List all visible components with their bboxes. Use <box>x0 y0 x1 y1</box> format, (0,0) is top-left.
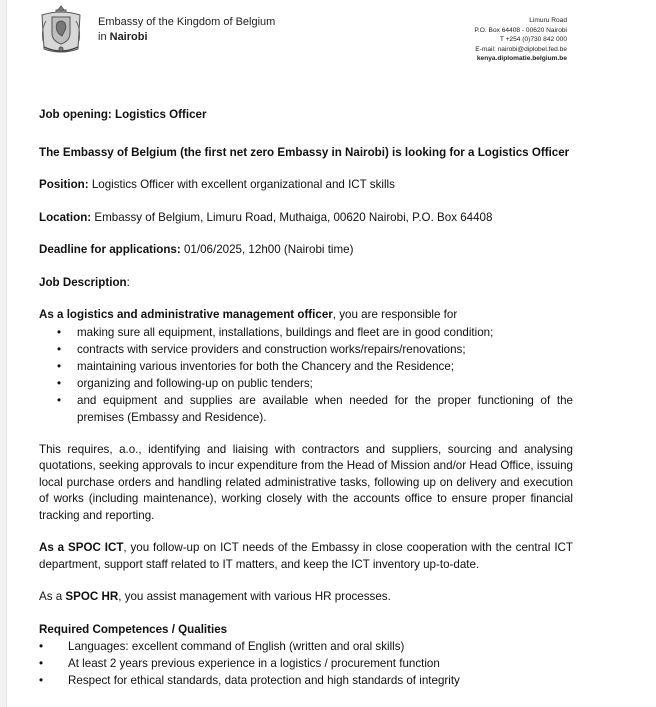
competences-list <box>39 638 573 689</box>
location-value: Embassy of Belgium, Limuru Road, Muthaiga, 00620 Nairobi, P.O. Box 64408 <box>91 210 493 224</box>
embassy-name <box>98 15 275 45</box>
role-intro-bold: As a logistics and administrative management officer <box>39 308 333 321</box>
role-intro: As a logistics and administrative management officer, you are responsible for <box>39 308 458 321</box>
address-email[interactable]: E-mail: nairobi@diplobel.fed.be <box>475 45 567 53</box>
website-link[interactable]: kenya.diplomatie.belgium.be <box>476 55 567 63</box>
spoc-hr-paragraph: As a SPOC HR, you assist management with various HR processes. <box>39 590 391 603</box>
location-line <box>39 210 573 227</box>
list-item: • At least 2 years previous experience in a logistics / procurement function <box>39 655 573 672</box>
competences-heading: Required Competences / Qualities <box>39 622 228 636</box>
belgian-coat-of-arms-icon <box>34 3 88 55</box>
location-label: Location: <box>39 210 92 224</box>
job-headline: The Embassy of Belgium (the first net zero Embassy in Nairobi) is looking for a Logistics Officer <box>39 145 570 159</box>
job-title: Job opening: Logistics Officer <box>39 108 207 121</box>
requirements-paragraph: This requires, a.o., identifying and liaising with contractors and suppliers, sourcing and analysing quotations, seeking approvals to incur expenditure from the Head of Mission and/or Head Office, issuing local purchase orders and handling related administrative tasks, following up on delivery and execution of works (including maintenance), working closely with the accounts office to ensure proper financial tracking and reporting. <box>39 442 573 522</box>
address-line: P.O. Box 64408 - 00620 Nairobi <box>474 26 567 34</box>
address-line: Limuru Road <box>529 17 567 24</box>
duties-list <box>39 324 573 426</box>
list-item: • organizing and following-up on public tenders; <box>39 375 573 392</box>
position-value: Logistics Officer with excellent organizational and ICT skills <box>88 178 395 191</box>
list-item: • maintaining various inventories for both the Chancery and the Residence; <box>39 358 573 375</box>
position-line <box>39 177 573 194</box>
letterhead <box>0 0 656 70</box>
position-label: Position: <box>39 178 89 191</box>
page-edge <box>0 0 7 707</box>
embassy-line-1: Embassy of the Kingdom of Belgium <box>98 16 276 28</box>
list-item: • Respect for ethical standards, data protection and high standards of integrity <box>39 672 573 689</box>
embassy-city: Nairobi <box>109 31 148 43</box>
deadline-label: Deadline for applications: <box>39 243 181 256</box>
document-body <box>39 107 573 689</box>
deadline-value: 01/06/2025, 12h00 (Nairobi time) <box>180 243 354 256</box>
job-description-heading: Job Description: <box>39 275 130 289</box>
embassy-line-2: in Nairobi <box>98 31 148 43</box>
list-item: • contracts with service providers and construction works/repairs/renovations; <box>39 341 573 358</box>
list-item: • making sure all equipment, installations, buildings and fleet are in good condition; <box>39 324 573 341</box>
list-item: • Languages: excellent command of English (written and oral skills) <box>39 638 573 655</box>
spoc-ict-paragraph: As a SPOC ICT, you follow-up on ICT needs of the Embassy in close cooperation with the central ICT department, support staff related to IT matters, and keep the ICT inventory up-to-date. <box>39 541 573 571</box>
deadline-line <box>39 242 573 259</box>
embassy-address <box>474 16 567 64</box>
address-line: T +254 (0)730 842 000 <box>499 36 567 44</box>
list-item: • and equipment and supplies are available when needed for the proper functioning of the premises (Embassy and Residence). <box>39 392 573 426</box>
